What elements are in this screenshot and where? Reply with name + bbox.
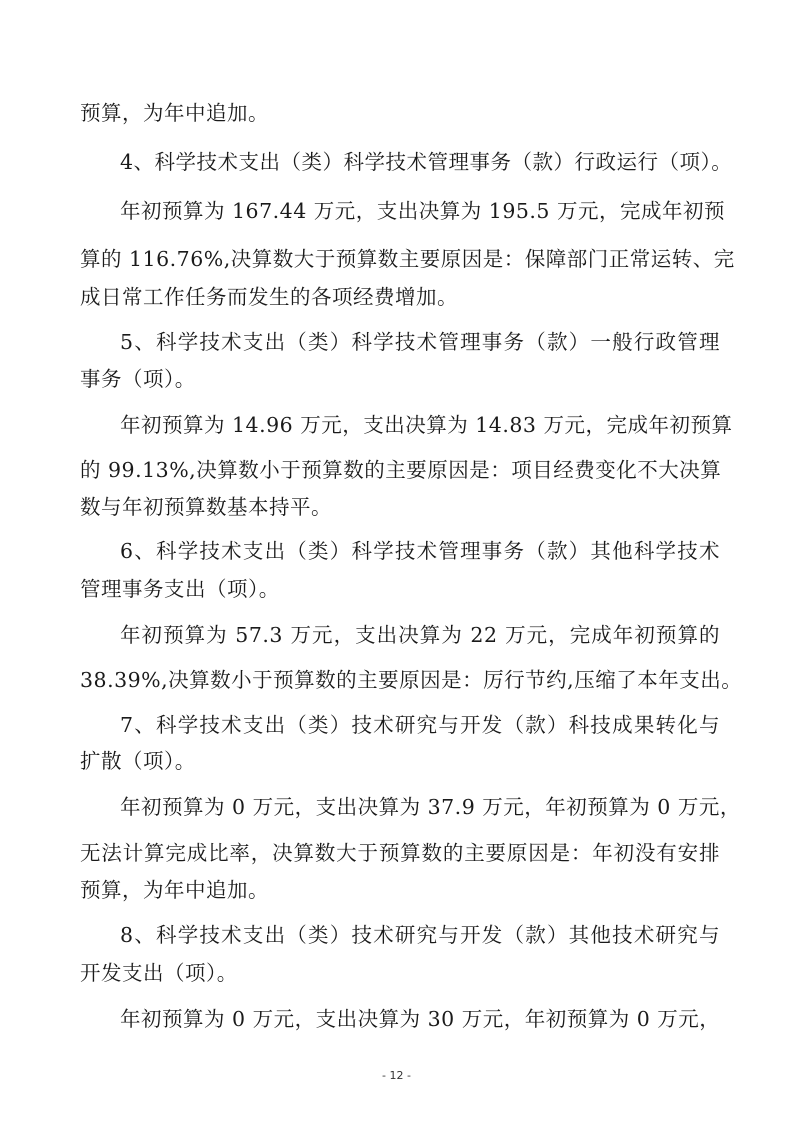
section-heading-5: 5、科学技术支出（类）科学技术管理事务（款）一般行政管理	[120, 330, 720, 354]
text-line-22: 年初预算为 0 万元，支出决算为 30 万元，年初预算为 0 万元，	[120, 1007, 721, 1031]
text-line-21: 开发支出（项）。	[80, 961, 238, 985]
text-line-4: 算的 116.76%,决算数大于预算数主要原因是：保障部门正常运转、完	[80, 247, 735, 271]
section-heading-8: 8、科学技术支出（类）技术研究与开发（款）其他技术研究与	[120, 923, 720, 947]
text-line-7: 事务（项）。	[80, 367, 196, 391]
section-heading-4: 4、科学技术支出（类）科学技术管理事务（款）行政运行（项）。	[120, 150, 733, 174]
text-line-13: 年初预算为 57.3 万元，支出决算为 22 万元，完成年初预算的	[120, 623, 720, 647]
text-line-8: 年初预算为 14.96 万元，支出决算为 14.83 万元，完成年初预算	[120, 413, 733, 437]
text-line-9: 的 99.13%,决算数小于预算数的主要原因是：项目经费变化不大决算	[80, 458, 722, 482]
section-heading-6: 6、科学技术支出（类）科学技术管理事务（款）其他科学技术	[120, 539, 720, 563]
text-line-14: 38.39%,决算数小于预算数的主要原因是：厉行节约,压缩了本年支出。	[80, 668, 743, 692]
text-line-12: 管理事务支出（项）。	[80, 577, 280, 601]
text-line-18: 无法计算完成比率，决算数大于预算数的主要原因是：年初没有安排	[80, 841, 720, 865]
text-line-19: 预算，为年中追加。	[80, 878, 269, 902]
text-line-5: 成日常工作任务而发生的各项经费增加。	[80, 285, 458, 309]
text-line-3: 年初预算为 167.44 万元，支出决算为 195.5 万元，完成年初预	[120, 199, 725, 223]
text-line-17: 年初预算为 0 万元，支出决算为 37.9 万元，年初预算为 0 万元，	[120, 795, 741, 819]
text-line-10: 数与年初预算数基本持平。	[80, 495, 332, 519]
text-line-1: 预算，为年中追加。	[80, 101, 269, 125]
text-line-16: 扩散（项）。	[80, 749, 196, 773]
section-heading-7: 7、科学技术支出（类）技术研究与开发（款）科技成果转化与	[120, 713, 720, 737]
page-number: - 12 -	[382, 1069, 411, 1082]
